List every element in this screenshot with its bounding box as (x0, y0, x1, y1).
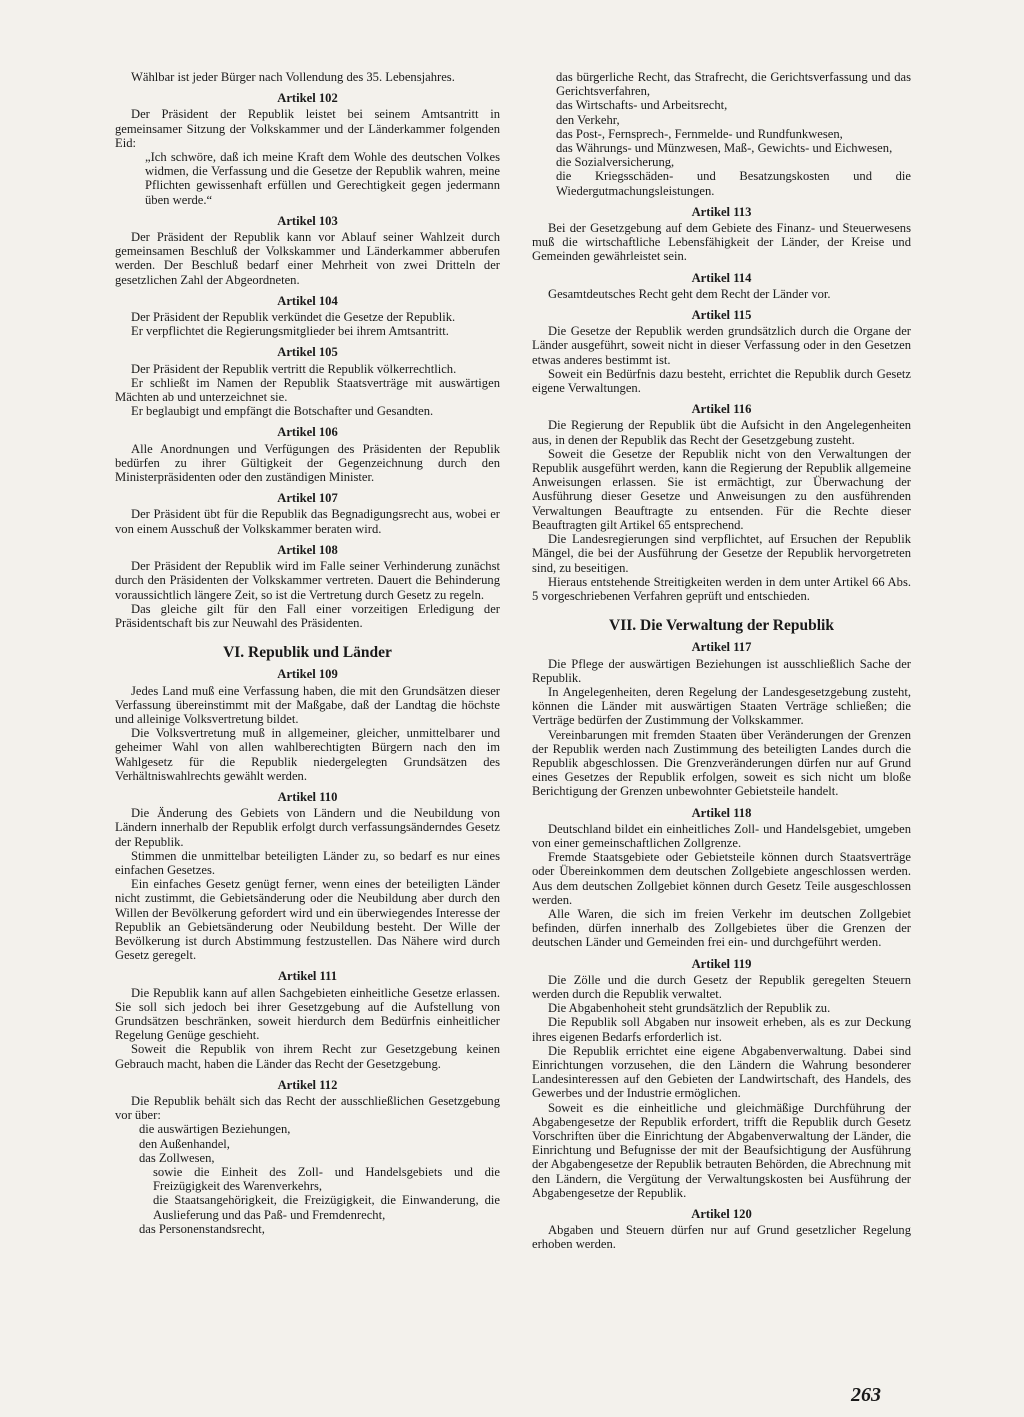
paragraph: Alle Anordnungen und Verfügungen des Präsidenten der Republik bedürfen zu ihrer Gültigkeit der Gegenzeichnung durch den Ministerpräsidenten oder den zuständigen Minister. (115, 441, 500, 485)
list-item: das Wirtschafts- und Arbeitsrecht, (556, 98, 728, 113)
page-number: 263 (851, 1384, 881, 1406)
paragraph: Der Präsident der Republik vertritt die Republik völkerrechtlich. (131, 361, 457, 376)
paragraph: Er schließt im Namen der Republik Staatsverträge mit auswärtigen Mächten ab und unterzeichnet sie. (115, 375, 500, 405)
paragraph: Ein einfaches Gesetz genügt ferner, wenn eines der beteiligten Länder nicht zustimmt, die Gebietsänderung oder die Neubildung aber durch den Willen der Bevölkerung gefordert wird und ein überwiegendes Interesse der Republik an Gebietsänderung oder Neubildung besteht. Der Wille der Bevölkerung ist durch Abstimmung festzustellen. Das Nähere wird durch Gesetz geregelt. (115, 877, 500, 963)
left-column (115, 70, 500, 1236)
article-heading: Artikel 112 (277, 1077, 338, 1092)
paragraph: Der Präsident der Republik kann vor Ablauf seiner Wahlzeit durch gemeinsamen Beschluß der Volkskammer und Länderkammer abberufen werden. Der Beschluß bedarf einer Mehrheit von zwei Dritteln der gesetzlichen Zahl der Abgeordneten. (115, 230, 500, 287)
paragraph: Er beglaubigt und empfängt die Botschafter und Gesandten. (131, 404, 434, 419)
list-item: das Währungs- und Münzwesen, Maß-, Gewichts- und Eichwesen, (556, 141, 893, 156)
paragraph: Soweit die Republik von ihrem Recht zur Gesetzgebung keinen Gebrauch macht, haben die Länder das Recht der Gesetzgebung. (115, 1042, 500, 1071)
paragraph: Die Republik soll Abgaben nur insoweit erheben, als es zur Deckung ihres eigenen Bedarfs erforderlich ist. (532, 1015, 911, 1044)
paragraph: Die Landesregierungen sind verpflichtet, auf Ersuchen der Republik Mängel, die bei der Ausführung der Gesetze der Republik hervorgetreten sind, zu beseitigen. (532, 532, 911, 575)
list-item: die Sozialversicherung, (556, 155, 675, 170)
paragraph: In Angelegenheiten, deren Regelung der Landesgesetzgebung zusteht, können die Länder mit auswärtigen Staaten Verträge schließen; die Verträge bedürfen der Zustimmung der Volkskammer. (532, 684, 911, 728)
paragraph: Die Zölle und die durch Gesetz der Republik geregelten Steuern werden durch die Republik verwaltet. (532, 972, 911, 1001)
list-item: die Staatsangehörigkeit, die Freizügigkeit, die Einwanderung, die Auslieferung und das Paß- und Fremdenrecht, (153, 1193, 500, 1222)
oath-quote: „Ich schwöre, daß ich meine Kraft dem Wohle des deutschen Volkes widmen, die Verfassung und die Gesetze der Republik wahren, meine Pflichten gewissenhaft erfüllen und Gerechtigkeit gegen jedermann üben werde.“ (145, 150, 500, 207)
list-item: das Personenstandsrecht, (139, 1221, 265, 1236)
paragraph: Die Regierung der Republik übt die Aufsicht in den Angelegenheiten aus, in denen der Republik das Recht der Gesetzgebung zusteht. (532, 418, 911, 447)
paragraph: Die Pflege der auswärtigen Beziehungen ist ausschließlich Sache der Republik. (532, 656, 911, 685)
article-heading: Artikel 111 (277, 969, 338, 984)
paragraph: Die Abgabenhoheit steht grundsätzlich der Republik zu. (548, 1001, 831, 1016)
paragraph: Die Republik behält sich das Recht der ausschließlichen Gesetzgebung vor über: (115, 1094, 500, 1123)
article-heading: Artikel 110 (277, 789, 338, 804)
article-heading: Artikel 116 (691, 402, 752, 417)
list-item: das bürgerliche Recht, das Strafrecht, die Gerichtsverfassung und das Gerichtsverfahren, (556, 70, 911, 99)
paragraph: Gesamtdeutsches Recht geht dem Recht der Länder vor. (548, 286, 831, 301)
article-heading: Artikel 113 (691, 204, 752, 219)
article-heading: Artikel 115 (691, 308, 752, 323)
article-heading: Artikel 104 (277, 293, 338, 308)
paragraph: Alle Waren, die sich im freien Verkehr im deutschen Zollgebiet befinden, dürfen innerhalb des Zollgebietes über die Grenzen der deutschen Länder und Gemeinden frei ein- und durchgeführt werden. (532, 906, 911, 950)
list-item: das Post-, Fernsprech-, Fernmelde- und Rundfunkwesen, (556, 126, 843, 141)
list-item: sowie die Einheit des Zoll- und Handelsgebiets und die Freizügigkeit des Warenverkehrs, (153, 1165, 500, 1194)
list-item: das Zollwesen, (139, 1150, 215, 1165)
paragraph: Soweit die Gesetze der Republik nicht von den Verwaltungen der Republik ausgeführt werden, kann die Regierung der Republik allgemeine Anweisungen erlassen. Sie ist ermächtigt, zur Überwachung der Ausführung dieser Gesetze und Anweisungen zu den ausführenden Verwaltungen Beauftragte zu entsenden. Für die Rechte dieser Beauftragten gilt Artikel 65 entsprechend. (532, 446, 911, 532)
list-item: den Außenhandel, (139, 1136, 230, 1151)
list-item: die Kriegsschäden- und Besatzungskosten und die Wiedergutmachungsleistungen. (556, 169, 911, 198)
list-item: den Verkehr, (556, 112, 620, 127)
article-heading: Artikel 105 (277, 345, 338, 360)
article-heading: Artikel 108 (277, 542, 338, 557)
paragraph: Vereinbarungen mit fremden Staaten über Veränderungen der Grenzen der Republik werden nach Zustimmung des beteiligten Landes durch die Republik abgeschlossen. Die Grenzveränderungen dürfen nur auf Grund eines Gesetzes der Republik erfolgen, soweit es sich nicht um bloße Berichtigung der Grenzen unbewohnter Gebietsteile handelt. (532, 727, 911, 799)
article-heading: Artikel 109 (277, 667, 338, 682)
paragraph: Die Republik kann auf allen Sachgebieten einheitliche Gesetze erlassen. Sie soll sich jedoch bei ihrer Gesetzgebung auf die Aufstellung von Grundsätzen beschränken, soweit hierdurch dem Bedürfnis einheitlicher Regelung Genüge geschieht. (115, 985, 500, 1043)
article-heading: Artikel 107 (277, 491, 338, 506)
section-heading: VI. Republik und Länder (223, 644, 392, 662)
article-heading: Artikel 114 (691, 270, 752, 285)
right-column (532, 70, 911, 1252)
paragraph: Der Präsident übt für die Republik das Begnadigungsrecht aus, wobei er von einem Ausschuß der Volkskammer beraten wird. (115, 507, 500, 536)
paragraph: Stimmen die unmittelbar beteiligten Länder zu, so bedarf es nur eines einfachen Gesetzes. (115, 848, 500, 877)
paragraph: Wählbar ist jeder Bürger nach Vollendung des 35. Lebensjahres. (131, 70, 455, 84)
paragraph: Die Volksvertretung muß in allgemeiner, gleicher, unmittelbarer und geheimer Wahl von allen wahlberechtigten Bürgern nach den im Wahlgesetz für die Republik niedergelegten Grundsätzen des Verhältniswahlrechts gewählt werden. (115, 726, 500, 783)
article-heading: Artikel 106 (277, 425, 338, 440)
article-heading: Artikel 117 (691, 640, 752, 655)
paragraph: Die Änderung des Gebiets von Ländern und die Neubildung von Ländern innerhalb der Republik erfolgt durch verfassungsänderndes Gesetz der Republik. (115, 806, 500, 849)
paragraph: Jedes Land muß eine Verfassung haben, die mit den Grundsätzen dieser Verfassung übereinstimmt mit der Maßgabe, daß der Landtag die höchste und alleinige Volksvertretung bildet. (115, 683, 500, 726)
paragraph: Fremde Staatsgebiete oder Gebietsteile können durch Staatsverträge oder Übereinkommen dem deutschen Zollgebiete angeschlossen werden. Aus dem deutschen Zollgebiet können durch Gesetz Teile ausgeschlossen werden. (532, 850, 911, 907)
article-heading: Artikel 120 (691, 1207, 752, 1222)
article-heading: Artikel 102 (277, 91, 338, 106)
list-item: die auswärtigen Beziehungen, (139, 1122, 291, 1137)
paragraph: Der Präsident der Republik leistet bei seinem Amtsantritt in gemeinsamer Sitzung der Volkskammer und der Länderkammer folgenden Eid: (115, 107, 500, 150)
paragraph: Die Gesetze der Republik werden grundsätzlich durch die Organe der Länder ausgeführt, soweit nicht in dieser Verfassung oder in den Gesetzen etwas anderes bestimmt ist. (532, 324, 911, 367)
article-heading: Artikel 119 (691, 956, 752, 971)
paragraph: Soweit es die einheitliche und gleichmäßige Durchführung der Abgabengesetze der Republik erfordert, trifft die Republik durch Gesetz Vorschriften über die Einrichtung der Abgabenverwaltung der Länder, die Einrichtung und Befugnisse der mit der Beaufsichtigung der Ausführung der Abgabengesetze der Republik betrauten Behörden, die Abrechnung mit den Ländern, die Vergütung der Verwaltungskosten bei Ausführung der Abgabengesetze der Republik. (532, 1100, 911, 1200)
paragraph: Abgaben und Steuern dürfen nur auf Grund gesetzlicher Regelung erhoben werden. (532, 1223, 911, 1252)
paragraph: Bei der Gesetzgebung auf dem Gebiete des Finanz- und Steuerwesens muß die wirtschaftliche Lebensfähigkeit der Länder, der Kreise und Gemeinden gewährleistet sein. (532, 221, 911, 264)
paragraph: Das gleiche gilt für den Fall einer vorzeitigen Erledigung der Präsidentschaft bis zur Neuwahl des Präsidenten. (115, 601, 500, 630)
paragraph: Deutschland bildet ein einheitliches Zoll- und Handelsgebiet, umgeben von einer gemeinschaftlichen Zollgrenze. (532, 821, 911, 850)
paragraph: Die Republik errichtet eine eigene Abgabenverwaltung. Dabei sind Einrichtungen vorzusehen, die den Ländern die Wahrung besonderer Landesinteressen auf den Gebieten der Landwirtschaft, des Handels, des Gewerbes und der Industrie ermöglichen. (532, 1043, 911, 1101)
paragraph: Er verpflichtet die Regierungsmitglieder bei ihrem Amtsantritt. (131, 324, 449, 339)
paragraph: Soweit ein Bedürfnis dazu besteht, errichtet die Republik durch Gesetz eigene Verwaltungen. (532, 366, 911, 396)
paragraph: Der Präsident der Republik verkündet die Gesetze der Republik. (131, 310, 456, 325)
article-heading: Artikel 103 (277, 213, 338, 228)
paragraph: Der Präsident der Republik wird im Falle seiner Verhinderung zunächst durch den Präsidenten der Volkskammer vertreten. Dauert die Behinderung voraussichtlich längere Zeit, so ist die Vertretung durch Gesetz zu regeln. (115, 559, 500, 602)
article-heading: Artikel 118 (691, 805, 752, 820)
paragraph: Hieraus entstehende Streitigkeiten werden in dem unter Artikel 66 Abs. 5 vorgeschriebenen Verfahren geprüft und entschieden. (532, 574, 911, 603)
section-heading: VII. Die Verwaltung der Republik (609, 617, 834, 635)
